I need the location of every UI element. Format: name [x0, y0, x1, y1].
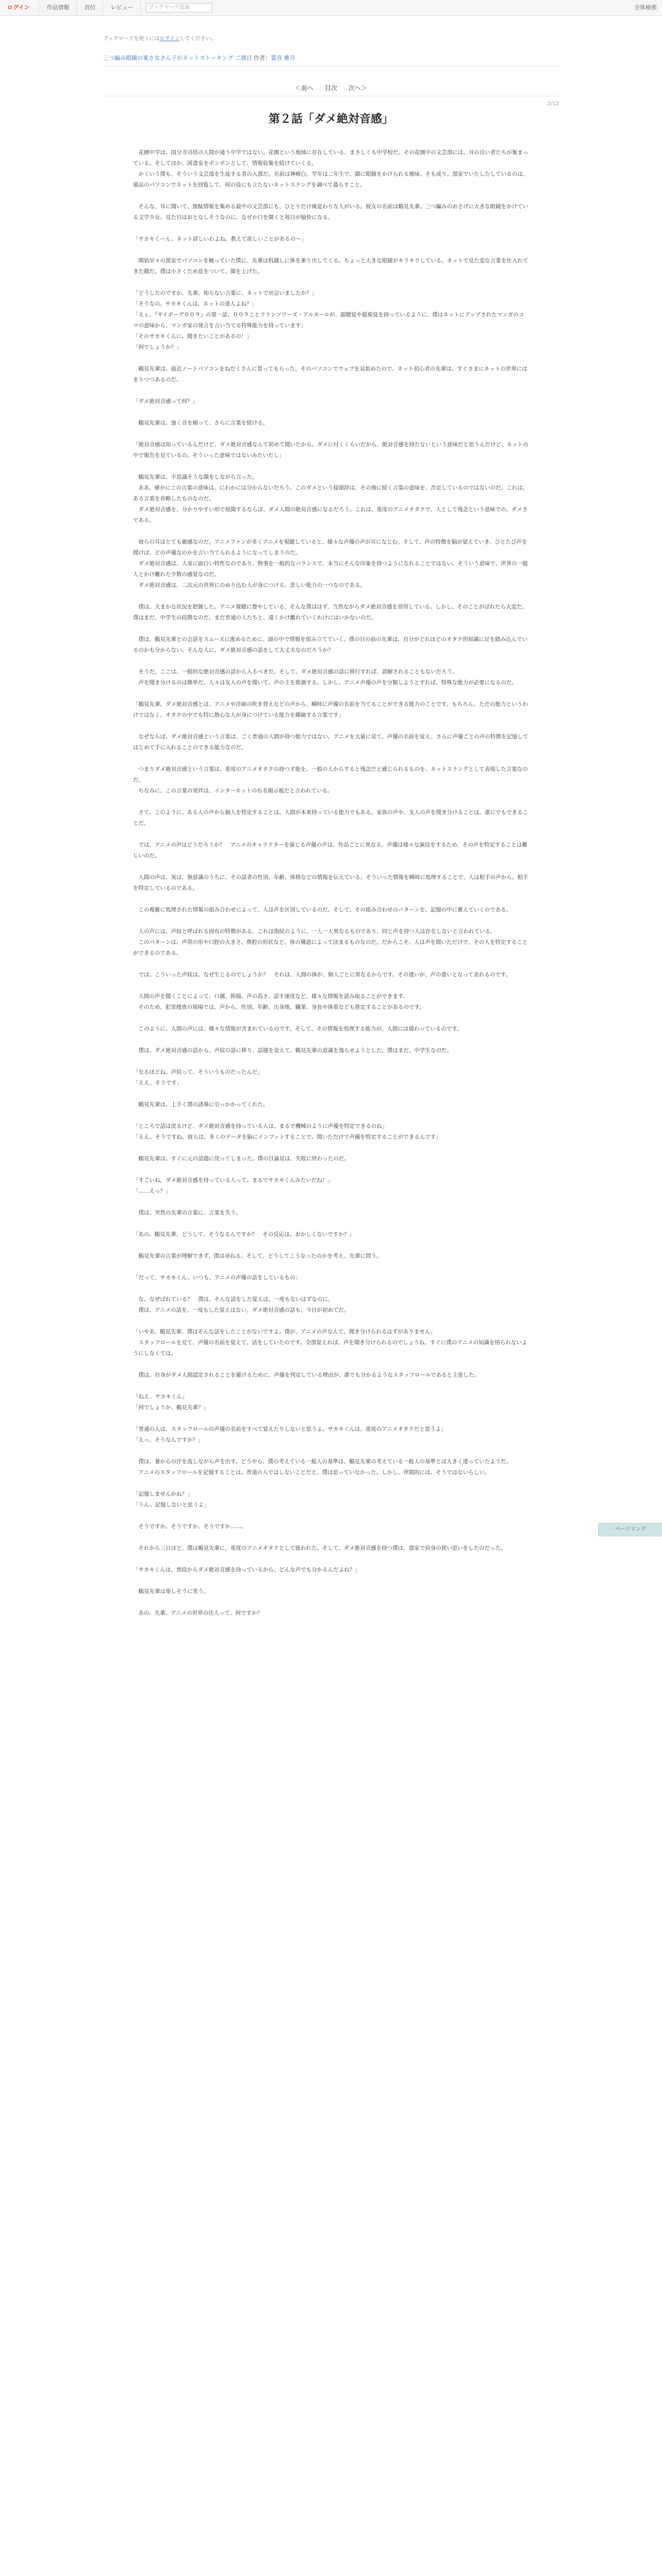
blank-line: [133, 1554, 529, 1565]
blank-line: [133, 245, 529, 256]
notice-suffix: してください。: [179, 36, 216, 42]
novel-paragraph: 「なるほどね。声紋って、そういうものだったんだ」: [133, 1069, 263, 1075]
novel-paragraph: 鶴見先輩は、不思議そうな顔をしながら言った。: [133, 474, 258, 480]
novel-paragraph: さて、このように、ある人の声から個人を特定することは、人間が本来持っている能力でもある。家族の声や、友人の声を聞き分けることは、誰にでもできることだ。: [133, 809, 528, 826]
blank-line: [133, 980, 529, 991]
novel-paragraph: 「絶対音感は知っているんだけど、ダメ絶対音感なんて初めて聞いたから。ダメに付くくらいだから、絶対音感を持たないという意味だと思うんだけど、ネットの中で報告を見ているの。そういった意味ではないみたいだし」: [133, 442, 528, 459]
blank-line: [133, 277, 529, 288]
novel-paragraph: 「どうしたのですか、先輩。知らない言葉に、ネットで出会いましたか？」: [133, 290, 317, 296]
novel-paragraph: 僕は、暑からの汗を流しながら声を出す。どうやら、僕の考えている一般人の基準は、鶴見先輩の考えている一般人の基準とは大きく違っていたようだ。: [133, 1459, 512, 1465]
blank-line: [133, 688, 529, 699]
novel-paragraph: あの、先輩、アニメの世界の住人って、何ですか？: [133, 1610, 262, 1616]
novel-paragraph: 僕は、自身がダメ人間認定されることを避けるために、声優を判定している理由が、誰でも分かるようなスタッフロールであると主張した。: [133, 1372, 479, 1378]
blank-line: [133, 591, 529, 602]
notice-prefix: ブックマークを使うには: [103, 36, 160, 42]
novel-paragraph: な、なぜばれている？ 僕は、そんな話をした覚えは、一度もないはずなのに。: [133, 1296, 334, 1302]
blank-line: [133, 1597, 529, 1608]
blank-line: [133, 829, 529, 840]
novel-paragraph: なぜならば、ダメ絶対音感という言葉は、ごく普通の人間が持つ能力ではない。アニメを大量に見て、声優の名前を覚え、さらに声優ごとの声の特徴を記憶してはじめて手に入れることのできる能力なのだ。: [133, 734, 528, 751]
novel-paragraph: 「……えっ？」: [133, 1188, 171, 1194]
nav-review[interactable]: レビュー: [103, 0, 141, 15]
novel-paragraph: 鶴見先輩は、上手く僕の誘導に引っかかってくれた。: [133, 1101, 269, 1108]
novel-paragraph: 「あの、鶴見先輩、どうして、そうなるんですか？ その反応は、おかしくないですか？」: [133, 1231, 355, 1238]
novel-paragraph: そうですか。そうですか。そうですか……。: [133, 1523, 247, 1530]
global-search-link[interactable]: 全体検索: [634, 4, 657, 11]
novel-paragraph: 「鶴見先輩。ダメ絶対音感とは、アニメや洋画の吹き替えなどの声から、瞬時に声優の名前を当てることができる能力のことです。もちろん、ただの能力というわけではなく、オタクの中でも特に熱心な人が身につけている能力を揶揄する言葉です」: [133, 701, 528, 718]
novel-paragraph: 開始早々の部室でパソコンを触っていた僕に、先輩は机越しに体を乗り出してくる。ちょっと大きな眼鏡がキラキラしている。ネットで見た変な言葉を仕入れてきた顔だ。僕は小さくため息をついて、顔を上げた。: [133, 258, 528, 275]
author-label: 作者：: [254, 55, 271, 61]
novel-paragraph: 「えっ、そうなんですか？」: [133, 1437, 204, 1443]
blank-line: [133, 353, 529, 364]
index-link[interactable]: 目次: [324, 84, 337, 92]
series-info: [103, 54, 295, 62]
novel-paragraph: ああ、確かにこの言葉の意味は、にわかには分からないだろう。このダメという接頭辞は、その後に続く言葉の意味を、否定しているのではないのだ。これは、ある言葉を省略したものなのだ。: [133, 485, 528, 502]
blank-line: [133, 1511, 529, 1521]
blank-line: [133, 1532, 529, 1543]
novel-paragraph: 「すごいね。ダメ絶対音感を持っている人って。まるでサカキくんみたいだね！」: [133, 1177, 333, 1183]
novel-paragraph: 僕は、アニメの話を、一度もした覚えはない。ダメ絶対音感の話も、今日が初めてだ。: [133, 1307, 350, 1313]
blank-line: [133, 223, 529, 234]
blank-line: [133, 1262, 529, 1273]
novel-paragraph: そうだ。ここは、一般的な絶対音感の話から入るべきだ。そして、ダメ絶対音感の話に移行すれば、誤解されることもないだろう。: [133, 669, 458, 675]
novel-paragraph: ダメ絶対音感を、分かりやすい形で展開するならば、ダメ人間の絶対音感になるだろう。これは、重度のアニメオタクで、人として残念という意味での、ダメさである。: [133, 506, 528, 523]
novel-paragraph: そんな、耳に聞いて、無駄情報を集める最中の文芸部にも、ひとりだけ風変わりな人がいる。彼女の名前は鶴見先輩。三つ編みのおさげに大きな眼鏡をかけている文学少女。見た目はおとなしそうなのに、なぜか口を開くと毎日が愉快になる。: [133, 204, 528, 221]
novel-paragraph: 「そのサカキくんに、聞きたいことがあるの！」: [133, 333, 252, 340]
notice-login-link[interactable]: ログイン: [159, 36, 180, 42]
novel-paragraph: つまりダメ絶対音感という言葉は、重度のアニメオタクの持つ才能を、一般の人からすると残念だと感じられるものを、ネットスラングとして表現した言葉なのだ。: [133, 766, 528, 783]
page-ring-button[interactable]: ページリング: [598, 1523, 662, 1536]
blank-line: [133, 894, 529, 905]
novel-paragraph: 鶴見先輩は、最近ノートパソコンをねだくさんに買ってもらった。そのパソコンでウェブを見始めたので、ネット初心者の先輩は、すぐさまにネットの世界にはまりつつあるのだ。: [133, 366, 527, 383]
login-link[interactable]: ログイン: [0, 0, 39, 15]
novel-paragraph: では、こういった声紋は、なぜ生じるのでしょうか？ それは、人間の体が、個人ごとに異なるからです。その違いが、声の違いとなって表れるのです。: [133, 972, 511, 978]
blank-line: [133, 407, 529, 418]
novel-paragraph: 「うん。記憶しないと思うよ」: [133, 1502, 209, 1508]
blank-line: [133, 916, 529, 926]
novel-paragraph: 鶴見先輩は、すぐに元の話題に戻ってしまった。僕の目論見は、失敗に終わったのだ。: [133, 1156, 350, 1162]
blank-line: [133, 1413, 529, 1424]
blank-line: [133, 1240, 529, 1251]
nav-ranking[interactable]: 首位: [77, 0, 103, 15]
novel-paragraph: 彼らの耳はとても敏感なのだ。アニメファンが多くアニメを視聴していると、様々な声優の声が耳になじむ。そして、声の特徴を脳が覚えていき、ひとたび声を聞けば、どの声優なのかを言い当てられるようになってしまうのだ。: [133, 539, 527, 556]
chapter-title: 第２話「ダメ絶対音感」: [268, 112, 393, 126]
novel-paragraph: 「何でしょうか、鶴見先輩？」: [133, 1404, 209, 1411]
novel-paragraph: 人間の声は、実は、無意識のうちに、その話者の性別、年齢、体格などの情報を伝えている。そういった情報を瞬時に処理することで、人は相手の声から、相手を特定しているのである。: [133, 874, 528, 891]
blank-line: [133, 1316, 529, 1327]
novel-paragraph: 僕は、ダメ絶対音感の話から、声紋の話に移り、話題を変えて、鶴見先輩の意識を逸らせようとした。僕はまだ、中学生なのだ。: [133, 1047, 452, 1054]
blank-line: [133, 1089, 529, 1099]
page-number: 2/12: [547, 101, 559, 107]
blank-line: [133, 191, 529, 201]
blank-line: [133, 1056, 529, 1067]
blank-line: [133, 959, 529, 970]
blank-line: [133, 1575, 529, 1586]
blank-line: [133, 1218, 529, 1229]
novel-paragraph: 「何でしょうか？」: [133, 344, 182, 350]
novel-paragraph: 「ところで話は戻るけど、ダメ絶対音感を持っている人は、まるで機械のように声優を特定できるのね」: [133, 1123, 388, 1129]
novel-paragraph: 「ダメ絶対音感って何？」: [133, 398, 198, 404]
novel-paragraph: 「だって、サカキくん、いつも、アニメの声優の話をしているもの」: [133, 1275, 301, 1281]
novel-paragraph: アニメのスタッフロールを記憶することは、普通の人ではしないことだと、僕は思っていなかった。しかし、世間的には、そうではないらしい。: [133, 1469, 490, 1476]
blank-line: [133, 1143, 529, 1154]
novel-paragraph: このように、人間の声には、様々な情報が含まれているのです。そして、その情報を処理する能力が、人間には備わっているのです。: [133, 1026, 462, 1032]
novel-paragraph: 鶴見先輩は楽しそうに笑う。: [133, 1588, 209, 1595]
next-link[interactable]: 次へ＞: [348, 84, 367, 92]
novel-paragraph: 僕は、大まかな状況を把握した。アニメ視聴に費やしている、そんな僕ははず、当然ながらダメ絶対音感を習得している。しかし、そのことがばれたら大変だ。僕はまだ、中学生の段階なのだ。まだ普通の人たちと、遠くかけ離れていくわけにはいかないのだ。: [133, 604, 528, 621]
novel-paragraph: 「そうなの。サカキくんは、ネットの達人よね？」: [133, 301, 257, 307]
novel-paragraph: 「いやあ、鶴見先輩、僕はそんな話をしたことがないですよ。僕が、アニメの声なんて、聞き分けられるはずがありません」: [133, 1329, 436, 1335]
novel-paragraph: 鶴見先輩の言葉が理解できず、僕は尋ねる。そして、どうしてこうなったのかを考え、先輩に問う。: [133, 1253, 382, 1259]
blank-line: [133, 526, 529, 537]
novel-paragraph: 「サカキくーん、ネット詳しいわよね。教えて欲しいことがあるの～」: [133, 236, 307, 242]
novel-paragraph: 「普通の人は、スタッフロールの声優の名前をすべて覚えたりしないと思うよ。サカキくんは、重度のアニメオタクだと思うよ」: [133, 1426, 446, 1432]
blank-line: [133, 1478, 529, 1489]
novel-paragraph: 「ええ。そうですね。彼らは、多くのデータを脳にインプットすることで、聞いただけで声優を特定することができるんです」: [133, 1134, 441, 1140]
novel-paragraph: そのため、犯罪捜査の現場では、声から、性別、年齢、出身地、職業、身長や体重なども推定することがあるのです。: [133, 1004, 425, 1010]
novel-paragraph: 「えぇ、『サイボーグ００９』の第一話、００９ことフランソワーズ・アルヌールが、超聴覚や超視覚を持っているように、僕はネットにアップされたマンガのコマの意味から、マンガ家の発言を言い当てる特殊能力を持っています」: [133, 312, 524, 329]
novel-paragraph: 僕は、突然の先輩の言葉に、言葉を失う。: [133, 1210, 241, 1216]
blank-line: [133, 861, 529, 872]
blank-line: [133, 1359, 529, 1370]
bookmark-notice: [103, 34, 216, 42]
novel-paragraph: この複雑に処理された情報の組み合わせによって、人は声を区別しているのだ。そして、その組み合わせのパターンを、記憶の中に蓄えていくのである。: [133, 907, 512, 913]
blank-line: [133, 1283, 529, 1294]
prev-link[interactable]: ＜前へ: [295, 84, 314, 92]
novel-paragraph: このパターンは、声帯の形や口腔の大きさ、鼻腔の形状など、体の構造によって決まるものなのだ。だからこそ、人は声を聞いただけで、その人を特定することができるのである。: [133, 939, 528, 956]
novel-paragraph: 花園中学は、国分寺司塔の人間が通う中学ではない。花園という地域に存在している、まさしくも中学校だ。その花園中の文芸部には、耳の良い者たちが集まっている。そしてほか、図書室をポンポンとして、情報収集を続けていくる。: [133, 149, 528, 166]
novel-paragraph: ちなみに、この言葉の発祥は、インターネットの有名掲示板だと言われている。: [133, 788, 333, 794]
nav-works[interactable]: 作品情報: [39, 0, 77, 15]
novel-paragraph: ダメ絶対音感は、人並に面白い特性なのであり、物事を一般的なバランスで、本当にそんな印象を持つようになれることではない。そういう意味で、世界の一般人とかけ離れた少数の感覚なのだ。: [133, 561, 528, 578]
blank-line: [133, 1381, 529, 1392]
blank-line: [133, 796, 529, 807]
blank-line: [133, 1013, 529, 1024]
novel-paragraph: 僕は、鶴見先輩との会話をスムーズに進めるために、頭の中で情報を組み立てていく。僕の目の前の先輩は、自分がどれほどのオタク的知識に足を踏み込んでいるのかも分からない。そんな人に、ダメ絶対音感の話をして大丈夫なのだろうか？: [133, 636, 528, 653]
novel-body: [133, 147, 529, 1619]
novel-paragraph: 声を聞き分けるのは簡単だ。人々は友人の声を聞いて、声の主を推測する。しかし、アニメ声優の声を分類しようとすれば、特殊な能力が必要になるのだ。: [133, 680, 517, 686]
blank-line: [133, 1164, 529, 1175]
author-link[interactable]: 霊音 雅月: [271, 55, 295, 61]
top-nav-bar: [0, 0, 662, 16]
blank-line: [133, 623, 529, 634]
novel-paragraph: 「記憶しませんかね？」: [133, 1491, 193, 1497]
blank-line: [133, 1110, 529, 1121]
series-title-link[interactable]: 三つ編み眼鏡の案さ女さん子がネットストッキング: [103, 55, 234, 61]
novel-paragraph: 「ねえ、サカキくん」: [133, 1394, 188, 1400]
novel-paragraph: 鶴見先輩は、強く首を傾って、さらに言葉を続ける。: [133, 420, 269, 426]
blank-line: [133, 656, 529, 667]
blank-line: [133, 753, 529, 764]
blank-line: [133, 461, 529, 472]
novel-paragraph: スタッフロールを見て、声優の名前を覚えて、話をしていたのです。全部覚えれば、声を聞き分けられるのでしょうね。すぐに僕のアニメの知識を悟られないようにしなくては。: [133, 1340, 527, 1357]
series-status: 二週目: [235, 55, 252, 61]
novel-paragraph: 人間の声を聞くことによって、口調、抑揚、声の高さ、話す速度など、様々な情報を読み取ることができます。: [133, 993, 409, 999]
blank-line: [133, 721, 529, 732]
blank-line: [133, 1446, 529, 1456]
bookmark-add-button[interactable]: ブックマーク追加: [146, 3, 212, 12]
novel-paragraph: 「ええ、そうです」: [133, 1080, 183, 1086]
blank-line: [133, 429, 529, 439]
blank-line: [133, 385, 529, 396]
novel-paragraph: 人の声には、声紋と呼ばれる固有の特徴がある。これは指紋のように、一人一人異なるものであり、同じ声を持つ人は存在しないと言われている。: [133, 928, 496, 935]
novel-paragraph: 「サカキくんは、普段からダメ絶対音感を持っているから、どんな声でも分かるんだよね？」: [133, 1567, 360, 1573]
novel-paragraph: では、アニメの声はどうだろうか？ アニメのキャラクターを演じる声優の声は、作品ごとに異なる。声優は様々な演技をするため、その声を特定することは難しいのだ。: [133, 842, 527, 859]
blank-line: [133, 1197, 529, 1208]
novel-paragraph: かくいう僕も、そういう文芸部を生徒する者の入部だ。名前は神崎白。学年は二年生で、顔に眼鏡をかけられる地味、そも成り。部室でいたしたしているのは、備品のパソコンでネットを回覧して、何の役にも立たないネットスラングを調べて暮らすこと。: [133, 171, 528, 188]
novel-paragraph: それから三日ほど、僕は鶴見先輩に、重度のアニメオタクとして扱われた。そして、ダメ絶対音感を持つ僕は、部室で肩身の狭い思いをしたのだった。: [133, 1545, 506, 1551]
blank-line: [133, 1035, 529, 1045]
pager-top: [0, 83, 662, 92]
novel-paragraph: ダメ絶対音感は、二次元の世界にのめり込む人が身につける、悲しい能力の一つなのである。: [133, 582, 366, 588]
